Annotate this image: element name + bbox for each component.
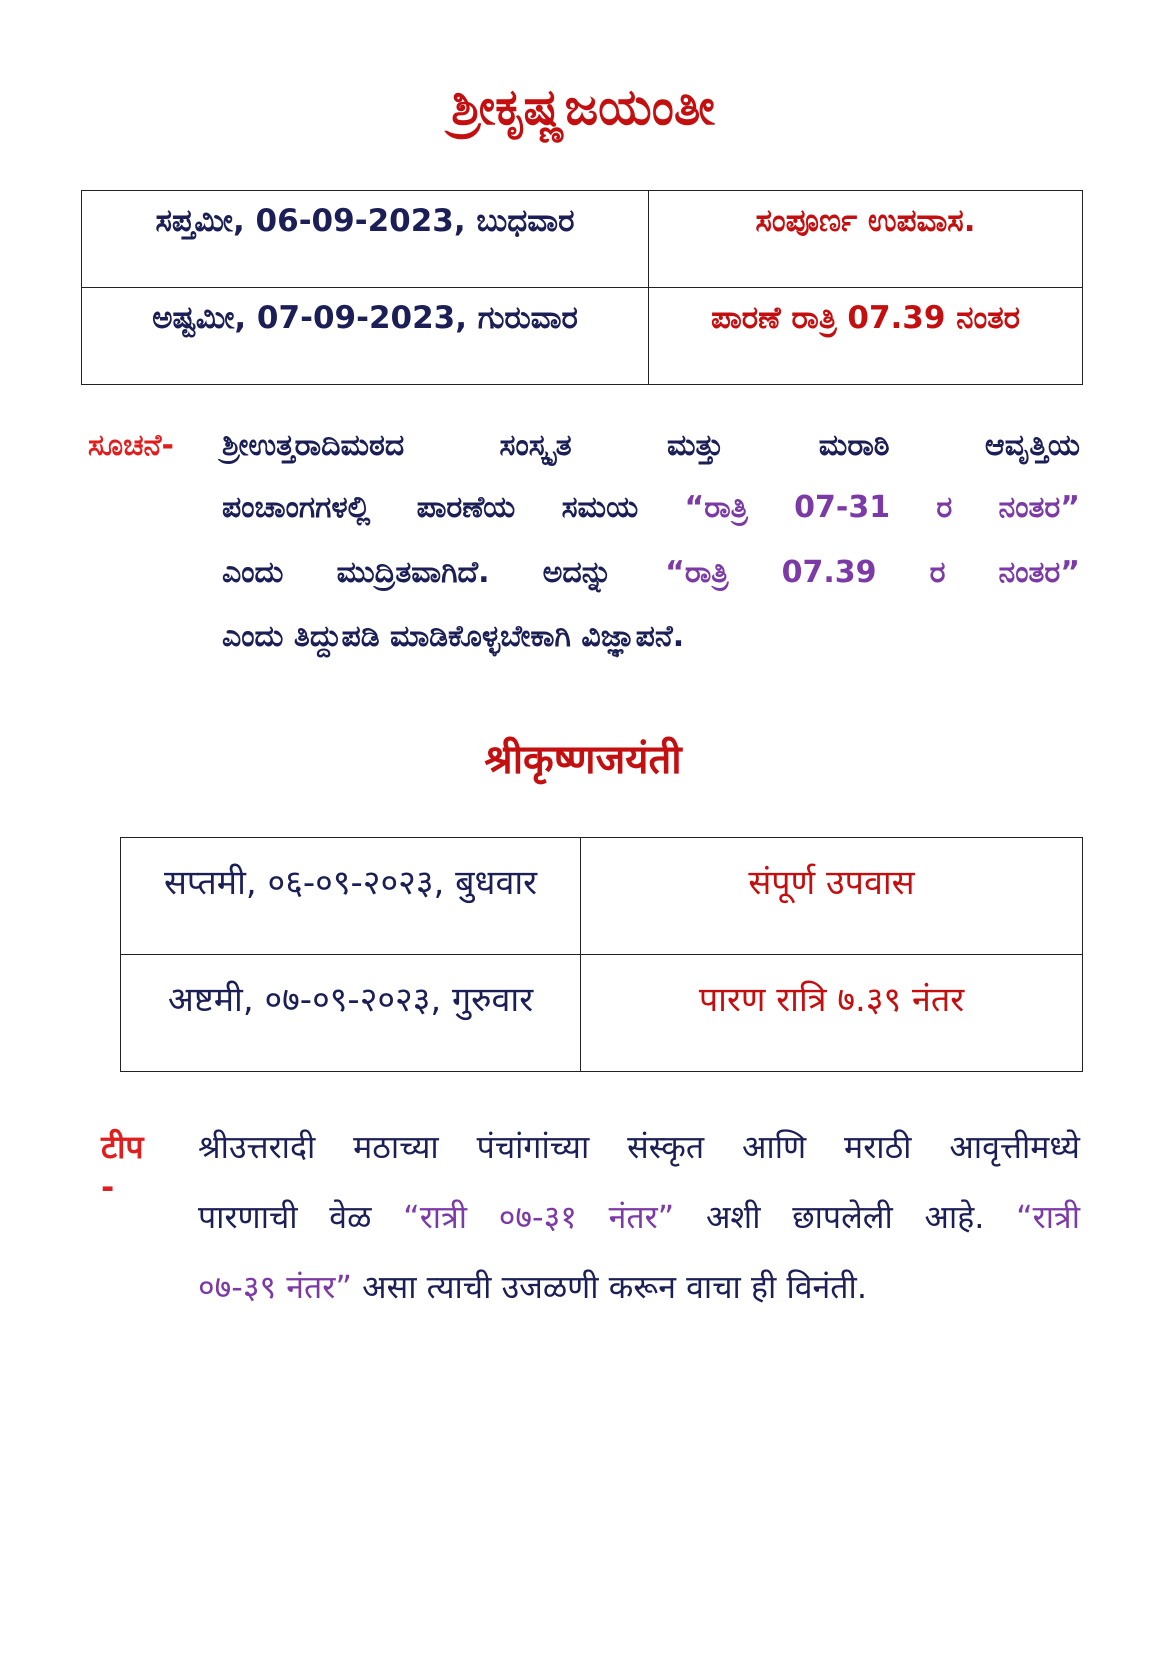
ashtami-date-cell: अष्टमी, ०७-०९-२०२३, गुरुवार: [121, 955, 581, 1072]
saptami-note-cell: संपूर्ण उपवास: [581, 838, 1083, 955]
highlighted-time: “रात्री: [1016, 1198, 1080, 1236]
table-row: [82, 191, 1083, 288]
ashtami-date-cell: ಅಷ್ಟಮೀ, 07-09-2023, ಗುರುವಾರ: [82, 288, 649, 385]
ashtami-note-cell: ಪಾರಣೆ ರಾತ್ರಿ 07.39 ನಂತರ: [649, 288, 1083, 385]
notice-line: श्रीउत्तरादी मठाच्या पंचांगांच्या संस्कृत आणि मराठी आवृत्तीमध्ये: [198, 1128, 1080, 1166]
notice-line: [222, 555, 1080, 590]
notice-line: [198, 1195, 1080, 1238]
saptami-date-cell: ಸಪ್ತಮೀ, 06-09-2023, ಬುಧವಾರ: [82, 191, 649, 288]
highlighted-time: “ರಾತ್ರಿ 07-31 ರ ನಂತರ”: [684, 490, 1080, 525]
marathi-title: श्रीकृष्णजयंती: [484, 737, 682, 783]
notice-text: अशी छापलेली आहे.: [705, 1198, 985, 1236]
highlighted-time: “रात्री ०७-३१ नंतर”: [403, 1198, 675, 1236]
notice-line: ಎಂದು ತಿದ್ದುಪಡಿ ಮಾಡಿಕೊಳ್ಳಬೇಕಾಗಿ ವಿಜ್ಞಾಪನೆ.: [222, 619, 685, 654]
notice-text: ಎಂದು ಮುದ್ರಿತವಾಗಿದೆ. ಅದನ್ನು: [222, 555, 613, 590]
notice-text: ಪಂಚಾಂಗಗಳಲ್ಲಿ ಪಾರಣೆಯ ಸಮಯ: [222, 490, 639, 525]
notice-line: [222, 490, 1080, 525]
notice-line: ಶ್ರೀಉತ್ತರಾದಿಮಠದ ಸಂಸ್ಕೃತ ಮತ್ತು ಮರಾಠಿ ಆವೃತ್ತಿಯ: [222, 428, 1080, 463]
notice-label: टीप -: [101, 1128, 144, 1206]
ashtami-note-cell: पारण रात्रि ७.३९ नंतर: [581, 955, 1083, 1072]
notice-text: पारणाची वेळ: [198, 1198, 372, 1236]
kannada-title: ಶ್ರೀಕೃಷ್ಣಜಯಂತೀ: [451, 78, 715, 136]
marathi-schedule-table: [120, 837, 1083, 1072]
saptami-note-cell: ಸಂಪೂರ್ಣ ಉಪವಾಸ.: [649, 191, 1083, 288]
notice-label: ಸೂಚನೆ-: [88, 428, 174, 463]
table-row: [121, 838, 1083, 955]
saptami-date-cell: सप्तमी, ०६-०९-२०२३, बुधवार: [121, 838, 581, 955]
highlighted-time: ०७-३९ नंतर”: [198, 1268, 352, 1306]
notice-line: [198, 1265, 1080, 1308]
table-row: [121, 955, 1083, 1072]
highlighted-time: “ರಾತ್ರಿ 07.39 ರ ನಂತರ”: [665, 555, 1080, 590]
notice-text: असा त्याची उजळणी करून वाचा ही विनंती.: [362, 1268, 867, 1306]
table-row: [82, 288, 1083, 385]
kannada-schedule-table: [81, 190, 1083, 385]
